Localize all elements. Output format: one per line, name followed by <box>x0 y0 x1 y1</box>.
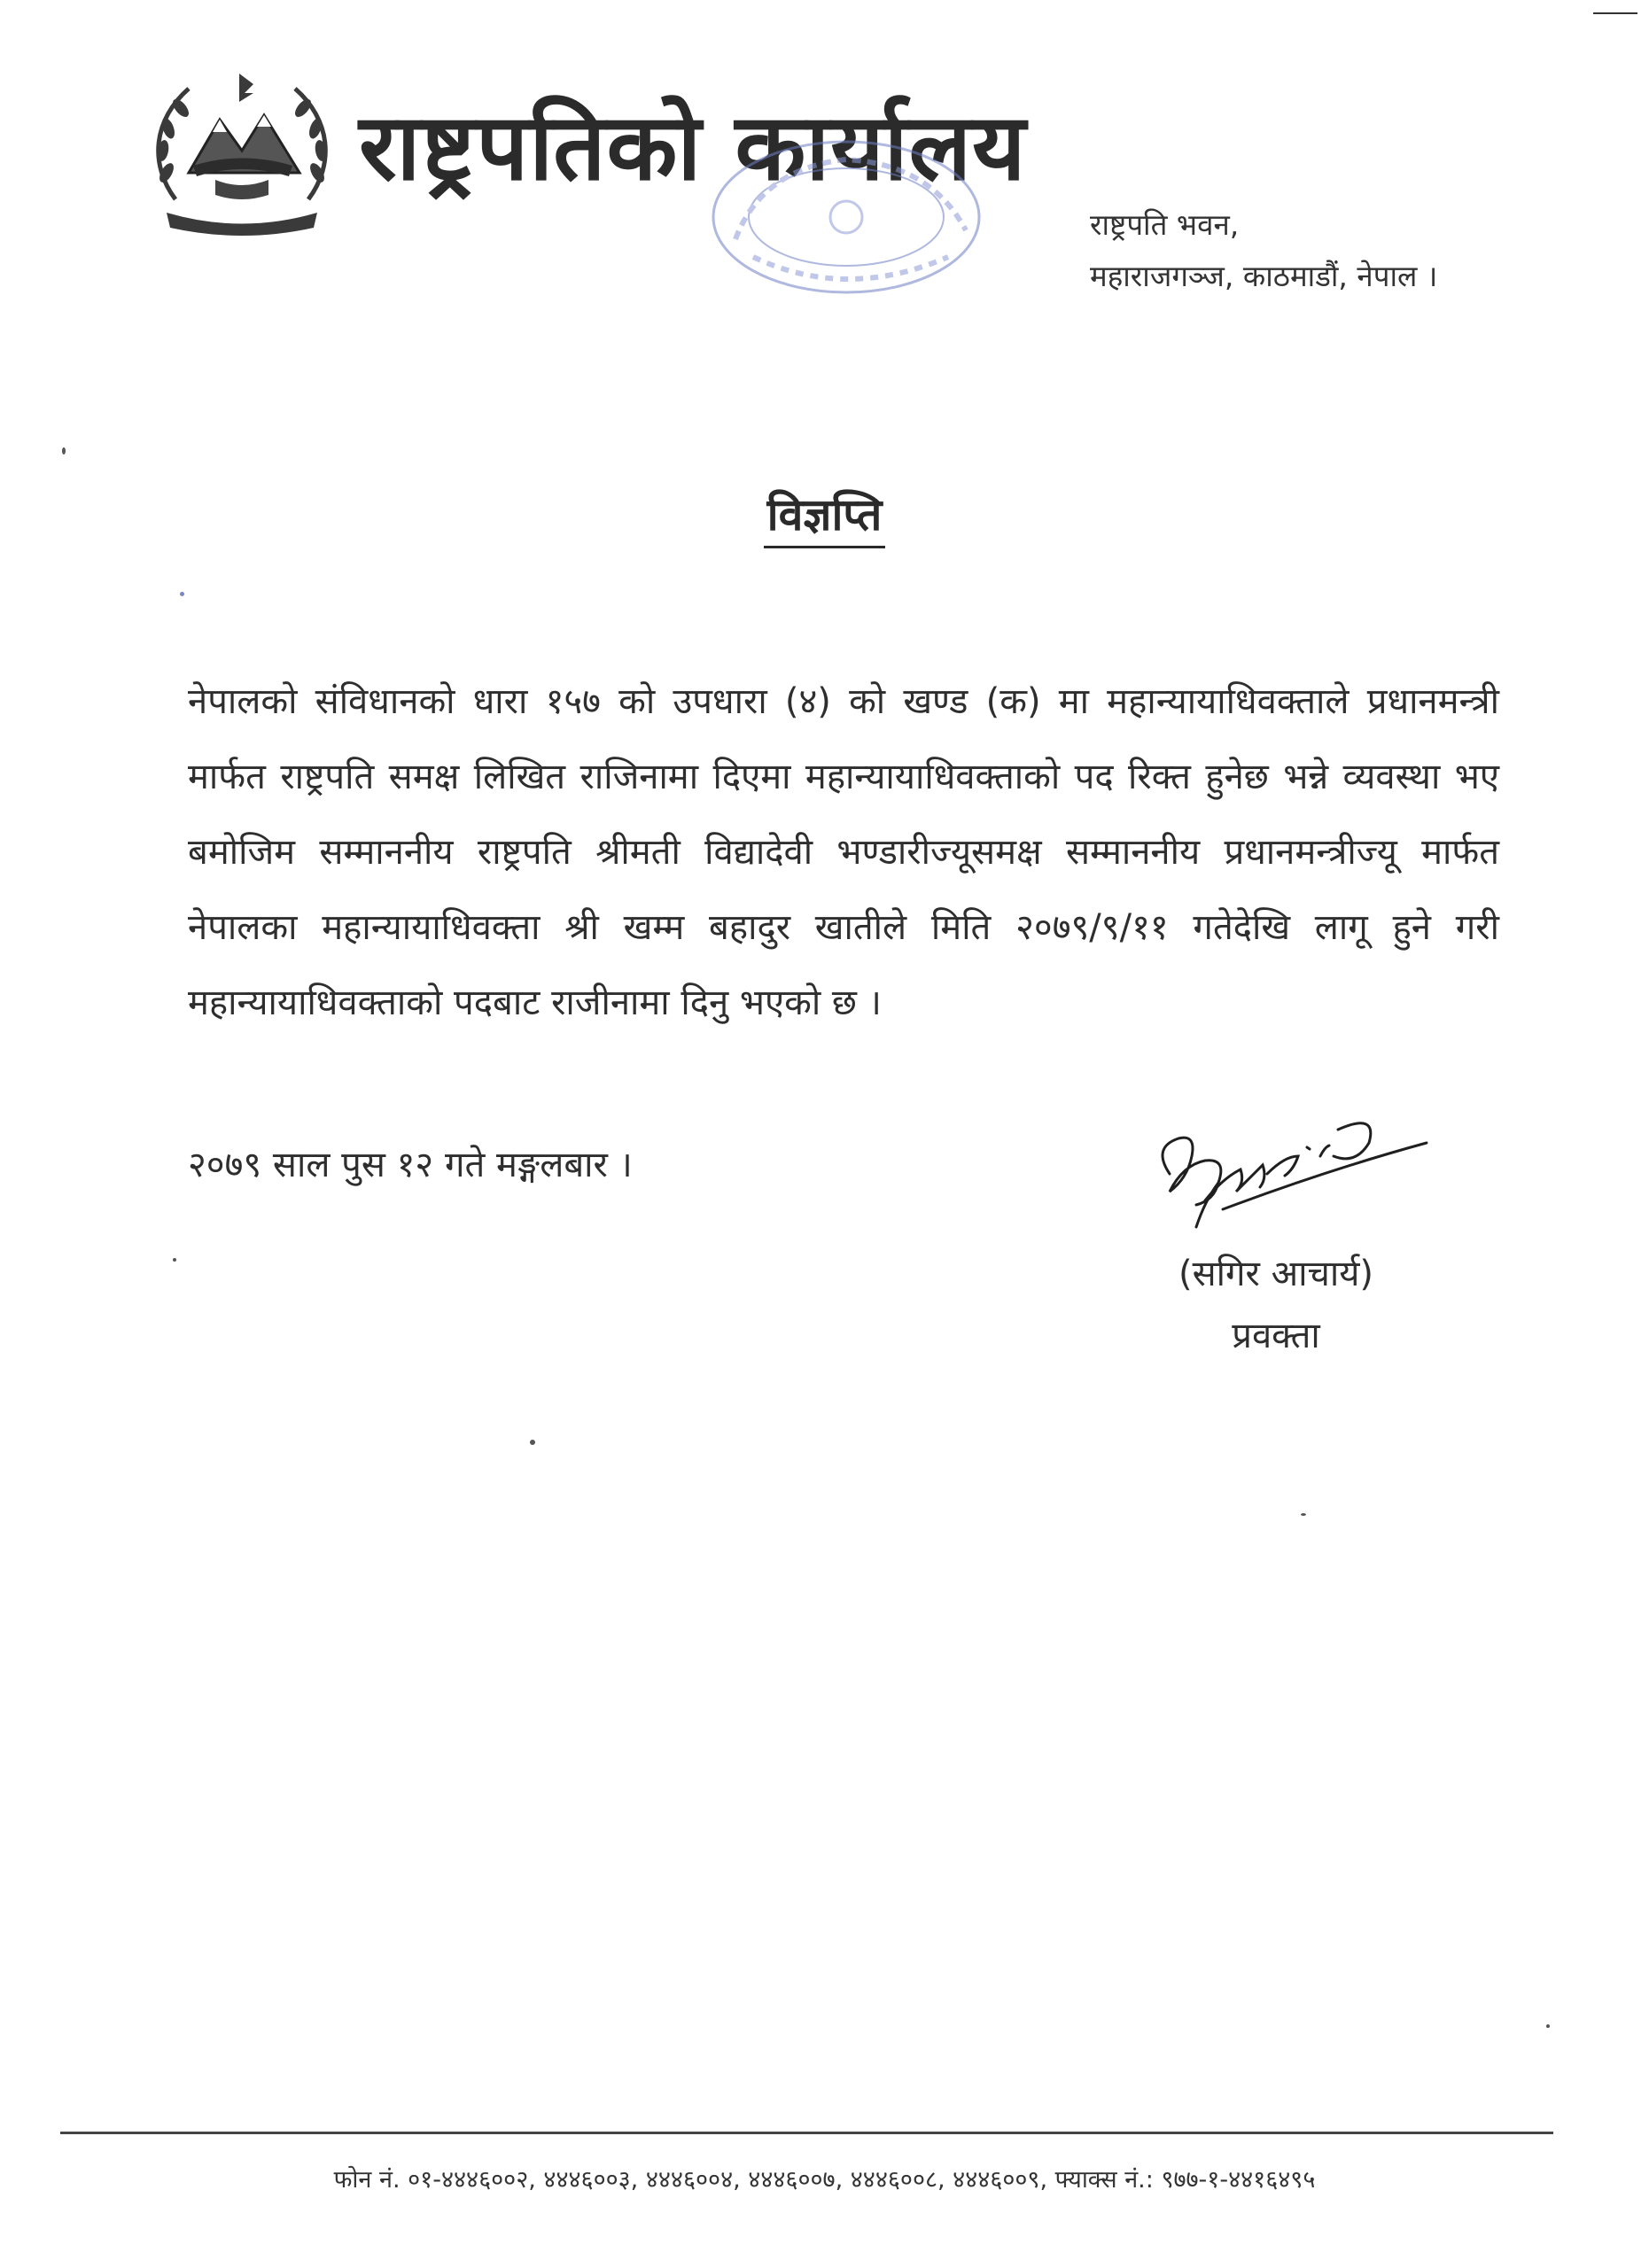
scan-speck <box>1546 2024 1550 2028</box>
signer-name: (सगिर आचार्य) <box>1178 1254 1374 1294</box>
office-title: राष्ट्रपतिको कार्यालय <box>359 93 1027 201</box>
scan-corner-mark <box>1593 12 1637 14</box>
notice-date: २०७९ साल पुस १२ गते मङ्गलबार । <box>188 1145 633 1185</box>
footer-contact: फोन नं. ०१-४४४६००२, ४४४६००३, ४४४६००४, ४४४६००७, ४४४६००८, ४४४६००९, फ्याक्स नं.: ९७७-१-४४१६४९५ <box>333 2166 1316 2194</box>
notice-title: विज्ञप्ति <box>764 489 886 548</box>
scan-speck <box>173 1258 176 1262</box>
footer-divider <box>60 2132 1553 2134</box>
signer-designation: प्रवक्ता <box>1232 1316 1320 1356</box>
scan-speck <box>1301 1513 1306 1516</box>
address-line-2: महाराजगञ्ज, काठमाडौं, नेपाल । <box>1090 259 1438 293</box>
official-stamp-icon <box>700 133 992 310</box>
office-address <box>1090 199 1437 302</box>
scan-speck <box>530 1440 535 1445</box>
handwritten-signature <box>1143 1094 1435 1254</box>
nepal-coat-of-arms-icon <box>140 66 344 244</box>
scan-speck <box>180 592 184 596</box>
notice-heading <box>0 483 1649 543</box>
notice-body: नेपालको संविधानको धारा १५७ को उपधारा (४) को खण्ड (क) मा महान्यायाधिवक्ताले प्रधानमन्त्री मार्फत राष्ट्रपति समक्ष लिखित राजिनामा दिएमा महान्यायाधिवक्ताको पद रिक्त हुनेछ भन्ने व्यवस्था भए बमोजिम सम्माननीय राष्ट्रपति श्रीमती विद्यादेवी भण्डारीज्यूसमक्ष सम्माननीय प्रधानमन्त्रीज्यू मार्फत नेपालका महान्यायाधिवक्ता श्री खम्म बहादुर खातीले मिति २०७९/९/११ गतेदेखि लागू हुने गरी महान्यायाधिवक्ताको पदबाट राजीनामा दिनु भएको छ । <box>188 681 1499 1023</box>
scan-speck <box>62 447 66 454</box>
address-line-1: राष्ट्रपति भवन, <box>1090 207 1240 242</box>
